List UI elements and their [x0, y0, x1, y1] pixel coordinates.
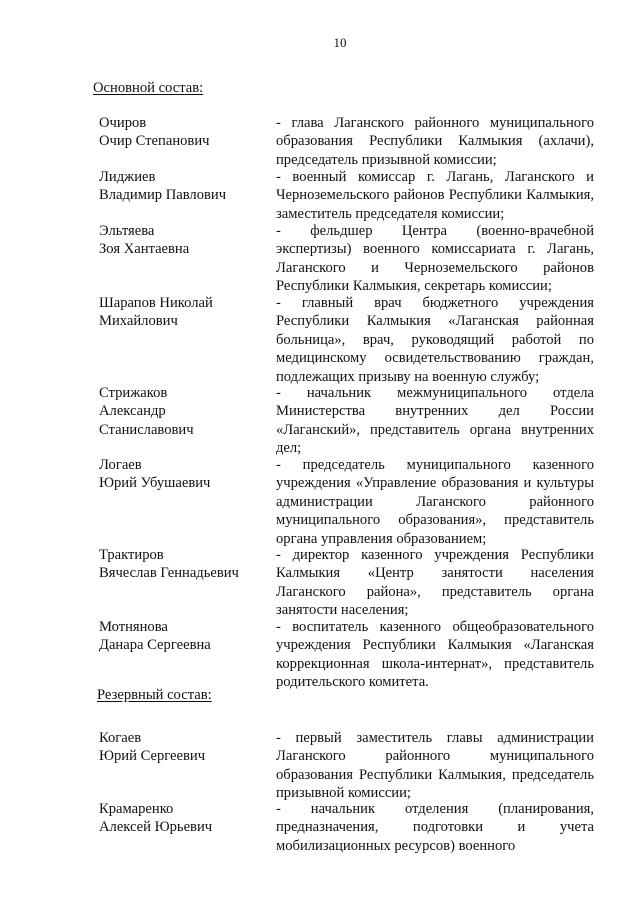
member-surname: Эльтяева — [99, 223, 155, 239]
member-name — [99, 618, 269, 655]
member-given-name: Зоя Хантаевна — [99, 241, 190, 258]
member-surname: Крамаренко — [99, 801, 174, 817]
member-name — [99, 546, 269, 583]
member-role: - глава Лаганского районного муниципального образования Республики Калмыкия (ахлачи), председатель призывной комиссии; — [276, 115, 594, 168]
member-name — [99, 384, 269, 439]
member-role: - военный комиссар г. Лагань, Лаганского и Черноземельского районов Республики Калмыкия, заместитель председателя комиссии; — [276, 169, 594, 222]
member-role: - председатель муниципального казенного учреждения «Управление образования и культуры администрации Лаганского районного муниципального образования», представитель органа управления образованием; — [276, 457, 594, 547]
member-name — [99, 222, 269, 259]
member-role: - начальник отделения (планирования, предназначения, подготовки и учета мобилизационных ресурсов) военного — [276, 801, 594, 854]
member-given-name: Александр — [99, 403, 166, 420]
member-role: - фельдшер Центра (военно-врачебной экспертизы) военного комиссариата г. Лагань, Лаганского и Черноземельского районов Республики Калмыкия, секретарь комиссии; — [276, 223, 594, 295]
member-surname: Очиров — [99, 115, 147, 131]
member-name — [99, 114, 269, 151]
member-name — [99, 168, 269, 205]
member-name — [99, 729, 269, 766]
member-name — [99, 456, 269, 493]
member-given-name: Вячеслав Геннадьевич — [99, 565, 239, 582]
member-role: - директор казенного учреждения Республики Калмыкия «Центр занятости населения Лаганского района», представитель органа занятости населения; — [276, 547, 594, 619]
member-surname: Лиджиев — [99, 169, 156, 185]
member-given-name: Данара Сергеевна — [99, 637, 211, 654]
member-given-name: Владимир Павлович — [99, 187, 227, 204]
member-surname: Когаев — [99, 730, 142, 746]
page-number: 10 — [333, 35, 347, 50]
member-role: - начальник межмуниципального отдела Министерства внутренних дел России «Лаганский», представитель органа внутренних дел; — [276, 385, 594, 457]
member-surname: Мотнянова — [99, 619, 168, 635]
member-given-name: Алексей Юрьевич — [99, 819, 213, 836]
member-role: - главный врач бюджетного учреждения Республики Калмыкия «Лаганская районная больница», врач, руководящий работой по медицинскому освидетельствованию граждан, подлежащих призыву на военную службу; — [276, 295, 594, 385]
member-surname: Шарапов Николай — [99, 295, 213, 311]
member-role: - воспитатель казенного общеобразовательного учреждения Республики Калмыкия «Лаганская коррекционная школа-интернат», представитель родительского комитета. — [276, 619, 594, 691]
member-given-name: Михайлович — [99, 313, 178, 330]
member-surname: Трактиров — [99, 547, 164, 563]
member-name — [99, 294, 269, 331]
member-given-name: Очир Степанович — [99, 133, 210, 150]
member-given-name: Юрий Убушаевич — [99, 475, 211, 492]
member-given-name: Юрий Сергеевич — [99, 748, 206, 765]
member-role: - первый заместитель главы администрации Лаганского районного муниципального образования Республики Калмыкия, председатель призывной комиссии; — [276, 730, 594, 802]
member-name — [99, 800, 269, 837]
reserve-composition-heading: Резервный состав: — [97, 687, 212, 703]
member-surname: Логаев — [99, 457, 142, 473]
member-patronymic: Станиславович — [99, 421, 194, 438]
main-composition-heading: Основной состав: — [93, 80, 204, 96]
member-surname: Стрижаков — [99, 385, 168, 401]
